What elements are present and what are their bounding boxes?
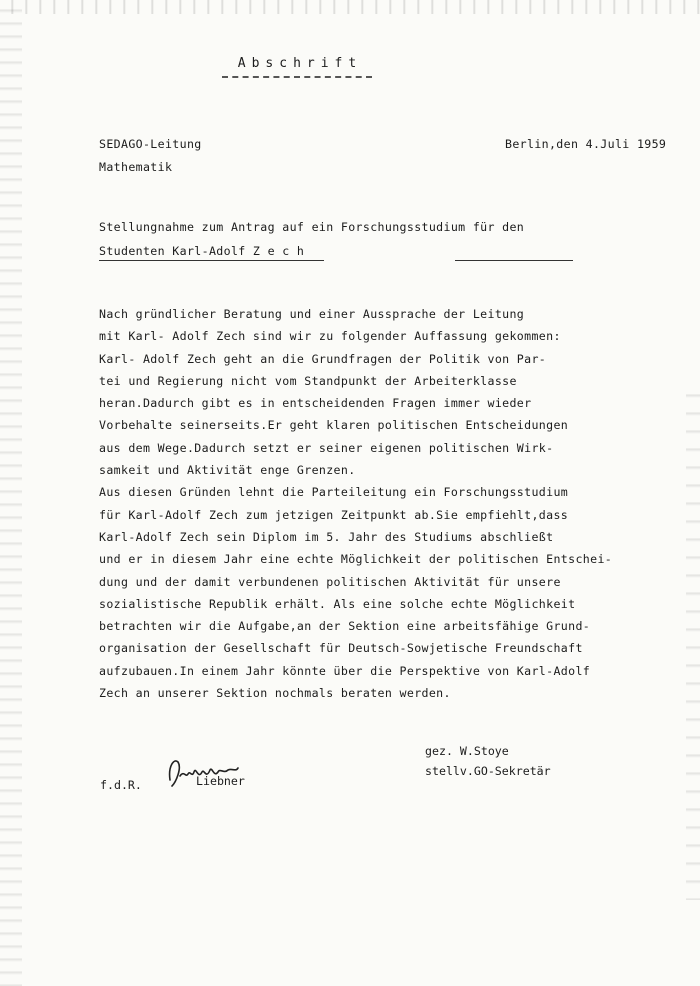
- body-line: heran.Dadurch gibt es in entscheidenden Fragen immer wieder: [99, 396, 532, 411]
- letter-body: [99, 303, 659, 704]
- document-title: Abschrift: [237, 56, 363, 71]
- signer-role: stellv.GO-Sekretär: [425, 764, 551, 778]
- title-underline: [222, 76, 372, 78]
- subject-underline: [99, 260, 324, 261]
- subject-underline-tail: [455, 260, 573, 261]
- signature-block: [425, 741, 551, 781]
- subject-line-2: Studenten Karl-Adolf Z e c h: [99, 244, 305, 258]
- body-line: sozialistische Republik erhält. Als eine solche echte Möglichkeit: [99, 596, 576, 611]
- body-line: für Karl-Adolf Zech zum jetzigen Zeitpunkt ab.Sie empfiehlt,dass: [99, 507, 569, 522]
- sender-organization: SEDAGO-Leitung: [99, 137, 202, 151]
- body-line: Karl-Adolf Zech sein Diplom im 5. Jahr des Studiums abschließt: [99, 529, 554, 544]
- body-line: Karl- Adolf Zech geht an die Grundfragen der Politik von Par-: [99, 351, 547, 366]
- on-behalf-marker: f.d.R.: [100, 778, 142, 792]
- body-line: Zech an unserer Sektion nochmals beraten werden.: [99, 686, 451, 701]
- scan-noise-right: [686, 380, 700, 900]
- body-line: Aus diesen Gründen lehnt die Parteileitung ein Forschungsstudium: [99, 485, 569, 500]
- body-line: organisation der Gesellschaft für Deutsch-Sowjetische Freundschaft: [99, 641, 583, 656]
- subject-line-1: Stellungnahme zum Antrag auf ein Forschungsstudium für den: [99, 220, 525, 234]
- body-line: aufzubauen.In einem Jahr könnte über die Perspektive von Karl-Adolf: [99, 663, 591, 678]
- sender-department: Mathematik: [99, 160, 173, 174]
- body-line: tei und Regierung nicht vom Standpunkt der Arbeiterklasse: [99, 373, 517, 388]
- body-line: und er in diesem Jahr eine echte Möglichkeit der politischen Entschei-: [99, 552, 613, 567]
- scan-noise-left: [0, 0, 22, 986]
- scan-noise-top: [0, 0, 700, 14]
- signer-name: Liebner: [196, 774, 245, 788]
- body-line: mit Karl- Adolf Zech sind wir zu folgender Auffassung gekommen:: [99, 329, 561, 344]
- body-line: Vorbehalte seinerseits.Er geht klaren politischen Entscheidungen: [99, 418, 569, 433]
- body-line: betrachten wir die Aufgabe,an der Sektion eine arbeitsfähige Grund-: [99, 619, 591, 634]
- body-line: Nach gründlicher Beratung und einer Aussprache der Leitung: [99, 307, 525, 321]
- place-date: Berlin,den 4.Juli 1959: [505, 137, 667, 151]
- body-line: aus dem Wege.Dadurch setzt er seiner eigenen politischen Wirk-: [99, 440, 554, 455]
- body-line: samkeit und Aktivität enge Grenzen.: [99, 463, 356, 478]
- signed-by: gez. W.Stoye: [425, 744, 509, 758]
- body-line: dung und der damit verbundenen politischen Aktivität für unsere: [99, 574, 561, 589]
